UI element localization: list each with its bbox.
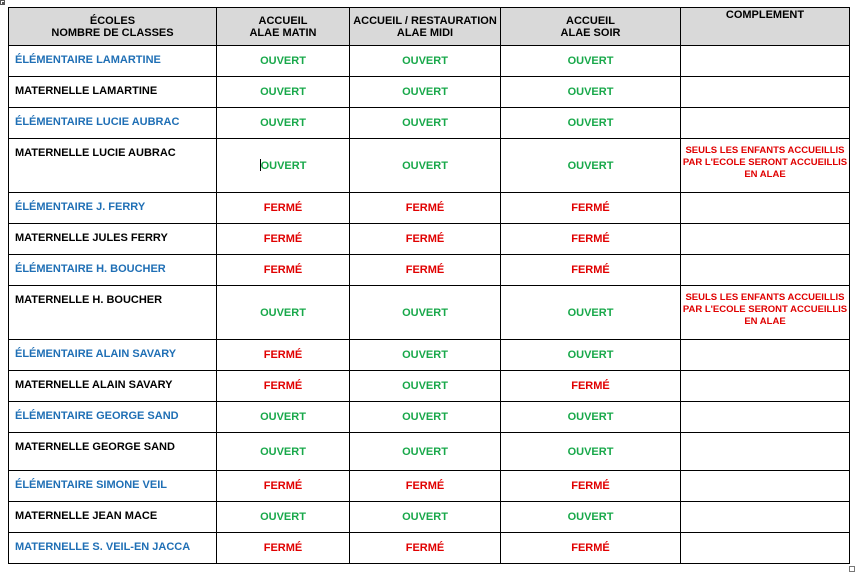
status-matin[interactable]: OUVERT — [217, 433, 350, 471]
header-midi-line1: ACCUEIL / RESTAURATION — [353, 14, 497, 27]
status-soir[interactable]: OUVERT — [501, 340, 681, 371]
header-soir-line2: ALAE SOIR — [560, 26, 621, 39]
status-midi[interactable]: OUVERT — [350, 139, 501, 193]
status-midi[interactable]: FERMÉ — [350, 533, 501, 564]
status-matin[interactable]: FERMÉ — [217, 255, 350, 286]
table-resize-handle[interactable] — [849, 566, 855, 572]
status-midi[interactable]: FERMÉ — [350, 224, 501, 255]
status-matin[interactable]: OUVERT — [217, 286, 350, 340]
school-name[interactable]: MATERNELLE LUCIE AUBRAC — [9, 139, 217, 193]
status-midi[interactable]: OUVERT — [350, 402, 501, 433]
school-name[interactable]: MATERNELLE S. VEIL-EN JACCA — [9, 533, 217, 564]
status-matin[interactable]: FERMÉ — [217, 371, 350, 402]
status-soir[interactable]: OUVERT — [501, 286, 681, 340]
school-name[interactable]: ÉLÉMENTAIRE GEORGE SAND — [9, 402, 217, 433]
header-soir-line1: ACCUEIL — [566, 14, 615, 27]
complement-cell[interactable] — [681, 193, 850, 224]
school-name[interactable]: MATERNELLE LAMARTINE — [9, 77, 217, 108]
status-midi[interactable]: OUVERT — [350, 340, 501, 371]
header-ecoles — [9, 8, 217, 46]
school-name[interactable]: MATERNELLE ALAIN SAVARY — [9, 371, 217, 402]
table-row — [9, 193, 850, 224]
complement-cell[interactable] — [681, 46, 850, 77]
header-row — [9, 8, 850, 46]
status-matin[interactable]: FERMÉ — [217, 340, 350, 371]
table-row — [9, 502, 850, 533]
complement-cell[interactable] — [681, 533, 850, 564]
school-name[interactable]: ÉLÉMENTAIRE LUCIE AUBRAC — [9, 108, 217, 139]
table-row — [9, 46, 850, 77]
school-name[interactable]: MATERNELLE JULES FERRY — [9, 224, 217, 255]
status-soir[interactable]: OUVERT — [501, 108, 681, 139]
complement-cell[interactable] — [681, 402, 850, 433]
header-matin-line1: ACCUEIL — [258, 14, 308, 27]
status-matin[interactable]: OUVERT — [217, 402, 350, 433]
status-midi[interactable]: OUVERT — [350, 77, 501, 108]
status-soir[interactable]: OUVERT — [501, 77, 681, 108]
status-midi[interactable]: OUVERT — [350, 46, 501, 77]
table-row — [9, 255, 850, 286]
table-row — [9, 402, 850, 433]
status-soir[interactable]: OUVERT — [501, 46, 681, 77]
complement-cell[interactable] — [681, 433, 850, 471]
header-matin-line2: ALAE MATIN — [249, 26, 317, 39]
status-soir[interactable]: OUVERT — [501, 139, 681, 193]
status-matin[interactable]: OUVERT — [217, 108, 350, 139]
school-name[interactable]: ÉLÉMENTAIRE J. FERRY — [9, 193, 217, 224]
status-midi[interactable]: OUVERT — [350, 108, 501, 139]
header-midi — [350, 8, 501, 46]
school-name[interactable]: MATERNELLE JEAN MACE — [9, 502, 217, 533]
header-soir — [501, 8, 681, 46]
complement-cell[interactable] — [681, 77, 850, 108]
complement-cell[interactable] — [681, 371, 850, 402]
school-name[interactable]: ÉLÉMENTAIRE H. BOUCHER — [9, 255, 217, 286]
school-name[interactable]: MATERNELLE H. BOUCHER — [9, 286, 217, 340]
header-ecoles-line2: NOMBRE DE CLASSES — [51, 26, 174, 39]
table-row — [9, 224, 850, 255]
table-row — [9, 433, 850, 471]
table-row — [9, 139, 850, 193]
school-name[interactable]: ÉLÉMENTAIRE SIMONE VEIL — [9, 471, 217, 502]
status-soir[interactable]: FERMÉ — [501, 224, 681, 255]
status-soir[interactable]: OUVERT — [501, 402, 681, 433]
status-matin[interactable]: FERMÉ — [217, 224, 350, 255]
status-soir[interactable]: FERMÉ — [501, 193, 681, 224]
status-soir[interactable]: FERMÉ — [501, 371, 681, 402]
status-soir[interactable]: OUVERT — [501, 433, 681, 471]
table-row — [9, 108, 850, 139]
complement-cell[interactable] — [681, 108, 850, 139]
status-soir[interactable]: FERMÉ — [501, 533, 681, 564]
status-midi[interactable]: FERMÉ — [350, 471, 501, 502]
complement-cell[interactable]: SEULS LES ENFANTS ACCUEILLIS PAR L'ECOLE SERONT ACCUEILLIS EN ALAE — [681, 139, 850, 193]
complement-cell[interactable]: SEULS LES ENFANTS ACCUEILLIS PAR L'ECOLE SERONT ACCUEILLIS EN ALAE — [681, 286, 850, 340]
status-matin[interactable]: OUVERT — [217, 502, 350, 533]
table-row — [9, 533, 850, 564]
status-midi[interactable]: OUVERT — [350, 371, 501, 402]
status-matin[interactable]: OUVERT — [217, 46, 350, 77]
table-row — [9, 340, 850, 371]
header-ecoles-line1: ÉCOLES — [89, 14, 136, 27]
school-name[interactable]: ÉLÉMENTAIRE LAMARTINE — [9, 46, 217, 77]
status-matin[interactable]: FERMÉ — [217, 471, 350, 502]
complement-cell[interactable] — [681, 471, 850, 502]
header-midi-line2: ALAE MIDI — [396, 26, 454, 39]
header-matin — [217, 8, 350, 46]
complement-cell[interactable] — [681, 502, 850, 533]
status-midi[interactable]: OUVERT — [350, 286, 501, 340]
complement-cell[interactable] — [681, 340, 850, 371]
status-midi[interactable]: FERMÉ — [350, 255, 501, 286]
table-row — [9, 286, 850, 340]
schools-status-table — [8, 7, 850, 564]
status-soir[interactable]: OUVERT — [501, 502, 681, 533]
school-name[interactable]: MATERNELLE GEORGE SAND — [9, 433, 217, 471]
status-midi[interactable]: OUVERT — [350, 502, 501, 533]
header-complement: COMPLEMENT — [681, 8, 850, 46]
table-move-handle[interactable] — [0, 0, 5, 5]
status-matin-text: OUVERT — [260, 160, 307, 172]
table-row — [9, 77, 850, 108]
status-matin[interactable]: FERMÉ — [217, 193, 350, 224]
complement-cell[interactable] — [681, 224, 850, 255]
status-matin[interactable]: FERMÉ — [217, 533, 350, 564]
status-soir[interactable]: FERMÉ — [501, 255, 681, 286]
status-matin[interactable]: OUVERT — [217, 77, 350, 108]
status-soir[interactable]: FERMÉ — [501, 471, 681, 502]
status-midi[interactable]: OUVERT — [350, 433, 501, 471]
table-row — [9, 471, 850, 502]
school-name[interactable]: ÉLÉMENTAIRE ALAIN SAVARY — [9, 340, 217, 371]
status-matin[interactable] — [217, 139, 350, 193]
table-row — [9, 371, 850, 402]
status-midi[interactable]: FERMÉ — [350, 193, 501, 224]
complement-cell[interactable] — [681, 255, 850, 286]
